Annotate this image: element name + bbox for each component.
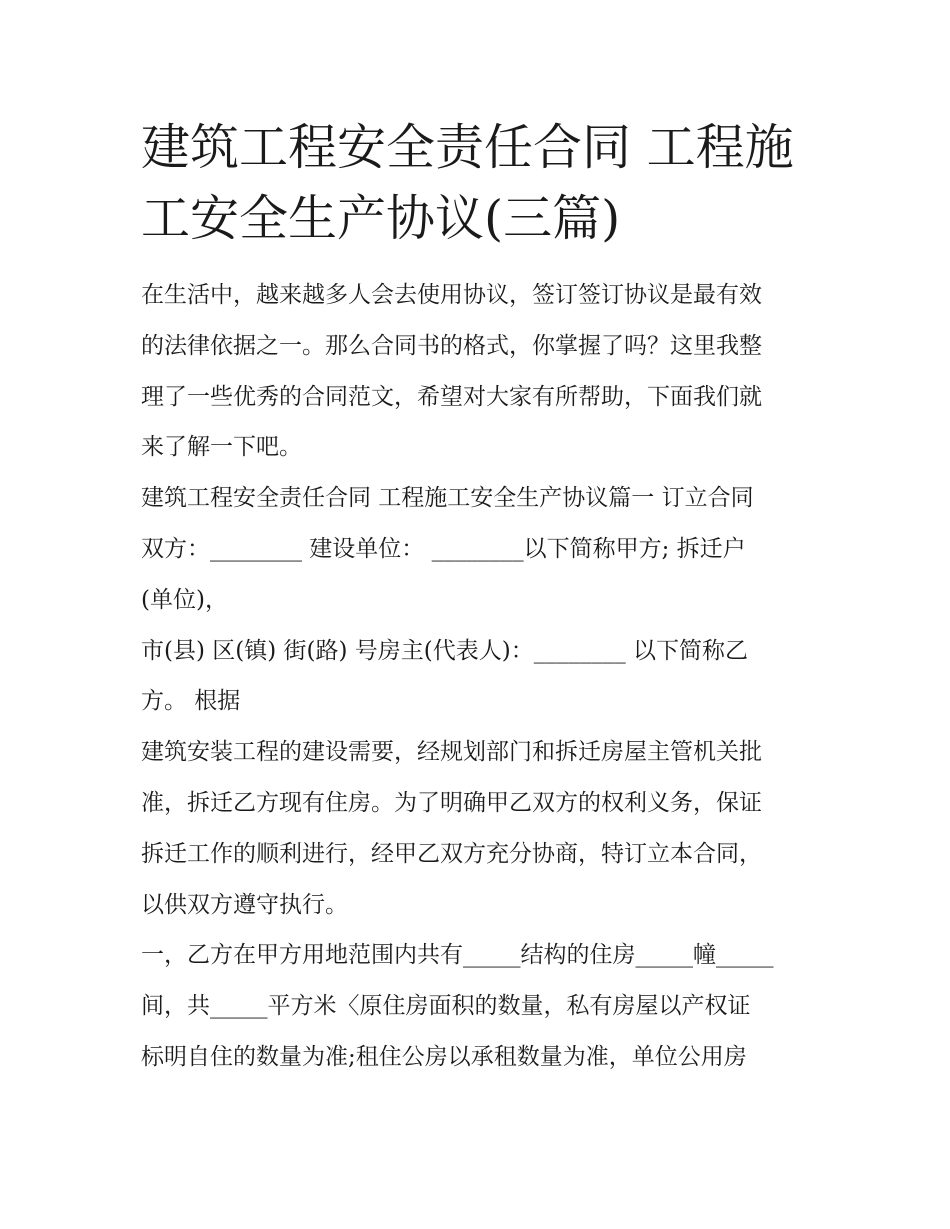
owner-paragraph: 市(县) 区(镇) 街(路) 号房主(代表人)：________ 以下简称乙 方。 根据 (141, 637, 749, 715)
document-body (141, 270, 813, 1083)
clause-one-paragraph: 一，乙方在甲方用地范围内共有_____结构的住房_____幢_____ 间，共_____平方米〈原住房面积的数量，私有房屋以产权证 标明自住的数量为准;租住公房以承租数量为准，单位公用房 (141, 942, 774, 1070)
document-title: 建筑工程安全责任合同 工程施 工安全生产协议(三篇) (141, 119, 794, 247)
intro-paragraph: 在生活中，越来越多人会去使用协议，签订签订协议是最有效 的法律依据之一。那么合同书的格式，你掌握了吗？这里我整 理了一些优秀的合同范文，希望对大家有所帮助，下面我们就 来了解一下吧。 (141, 282, 762, 461)
document-page (141, 112, 813, 1083)
purpose-paragraph: 建筑安装工程的建设需要，经规划部门和拆迁房屋主管机关批 准，拆迁乙方现有住房。为了明确甲乙双方的权利义务，保证 拆迁工作的顺利进行，经甲乙双方充分协商，特订立本合同， 以供双方遵守执行。 (141, 739, 762, 918)
contract-parties-paragraph: 建筑工程安全责任合同 工程施工安全生产协议篇一 订立合同 双方：________ 建设单位： ________以下简称甲方; 拆迁户 (单位)， (141, 485, 754, 613)
